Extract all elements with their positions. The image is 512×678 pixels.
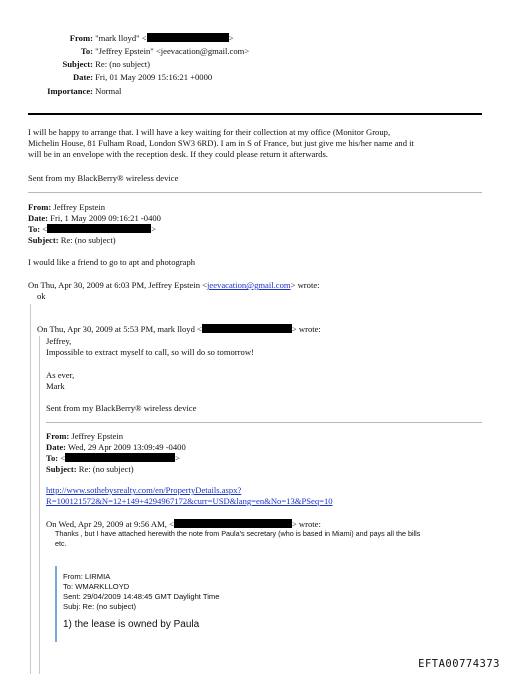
reply-from-label: From: (28, 202, 52, 212)
quote-bar (39, 336, 40, 674)
header-from-label: From: (69, 33, 93, 43)
property-link[interactable]: http://www.sothebysrealty.com/en/PropertyDetails.aspx? (46, 485, 242, 495)
signature: Sent from my BlackBerry® wireless device (46, 403, 197, 413)
body-line: I will be happy to arrange that. I will have a key waiting for their collection at my office (Monitor Group, (28, 127, 391, 137)
reply-to-label: To: (28, 224, 41, 234)
redaction-bar (174, 519, 292, 528)
inner-subject: Subj: Re: (no subject) (63, 602, 137, 611)
body-line: Thanks , but I have attached herewith the note from Paula's secretary (who is based in Miami) and pays all the bills (55, 529, 421, 538)
reply-to-row: To: < > (46, 453, 180, 463)
header-subject-label: Subject: (62, 59, 93, 69)
header-to-label: To: (80, 46, 93, 56)
header-importance-label: Importance: (47, 86, 93, 96)
reply-to-row: To: < > (28, 224, 156, 234)
reply-date-row: Date: Fri, 1 May 2009 09:16:21 -0400 (28, 213, 161, 223)
header-importance-row (36, 86, 121, 96)
redaction-bar (65, 453, 175, 462)
reply-subject-row: Subject: Re: (no subject) (28, 235, 116, 245)
header-from-value: "mark lloyd" < (95, 33, 147, 43)
header-date-value: Fri, 01 May 2009 15:16:21 +0000 (95, 72, 213, 82)
body-line: As ever, (46, 370, 75, 380)
email-link[interactable]: jeevacation@gmail.com (207, 280, 291, 290)
header-date-row (66, 72, 212, 82)
inner-to: To: WMARKLLOYD (63, 582, 130, 591)
header-to-value: "Jeffrey Epstein" <jeevacation@gmail.com> (95, 46, 250, 56)
body-line: ok (37, 291, 46, 301)
redaction-bar (47, 224, 151, 233)
signature: Sent from my BlackBerry® wireless device (28, 173, 179, 183)
body-line: will be in an envelope with the reception desk. If they could please return it afterwards. (28, 149, 328, 159)
header-subject-row (56, 59, 150, 69)
redaction-bar (202, 324, 292, 333)
quote-bar (30, 304, 31, 674)
property-link-continued[interactable]: R=100121572&N=12+149+4294967172&curr=USD&lang=en&No=13&PSeq=10 (46, 496, 333, 506)
body-line: Mark (46, 381, 65, 391)
document-stamp: EFTA00774373 (418, 658, 500, 670)
divider (46, 422, 482, 423)
reply-subject-label: Subject: (46, 464, 77, 474)
header-date-label: Date: (72, 72, 93, 82)
reply-date-label: Date: (46, 442, 67, 452)
header-divider (28, 113, 482, 115)
redaction-bar (147, 33, 229, 42)
body-line: I would like a friend to go to apt and photograph (28, 257, 196, 267)
quote-bar (55, 566, 57, 642)
quote-header: On Thu, Apr 30, 2009 at 6:03 PM, Jeffrey Epstein <jeevacation@gmail.com> wrote: (28, 280, 320, 290)
body-line: Impossible to extract myself to call, so will do so tomorrow! (46, 347, 254, 357)
reply-to-label: To: (46, 453, 59, 463)
body-line: etc. (55, 539, 67, 548)
header-importance-value: Normal (95, 86, 122, 96)
reply-date-row: Date: Wed, 29 Apr 2009 13:09:49 -0400 (46, 442, 186, 452)
reply-subject-row: Subject: Re: (no subject) (46, 464, 134, 474)
reply-subject-label: Subject: (28, 235, 59, 245)
reply-from-row: From: Jeffrey Epstein (28, 202, 106, 212)
quote-header: On Thu, Apr 30, 2009 at 5:53 PM, mark lloyd < > wrote: (37, 324, 321, 334)
divider (28, 192, 482, 193)
reply-from-row: From: Jeffrey Epstein (46, 431, 124, 441)
body-line: Michelin House, 81 Fulham Road, London SW3 6RD). I am in S of France, but just give me his/her name and it (28, 138, 414, 148)
inner-sent: Sent: 29/04/2009 14:48:45 GMT Daylight Time (63, 592, 220, 601)
reply-from-label: From: (46, 431, 70, 441)
inner-body-line: 1) the lease is owned by Paula (63, 619, 200, 630)
reply-date-label: Date: (28, 213, 49, 223)
header-from-row: From: "mark lloyd" < > (66, 33, 234, 43)
header-to-row (66, 46, 249, 56)
header-subject-value: Re: (no subject) (95, 59, 151, 69)
inner-from: From: LIRMIA (63, 572, 111, 581)
body-line: Jeffrey, (46, 336, 72, 346)
quote-header: On Wed, Apr 29, 2009 at 9:56 AM, < > wrote: (46, 519, 321, 529)
